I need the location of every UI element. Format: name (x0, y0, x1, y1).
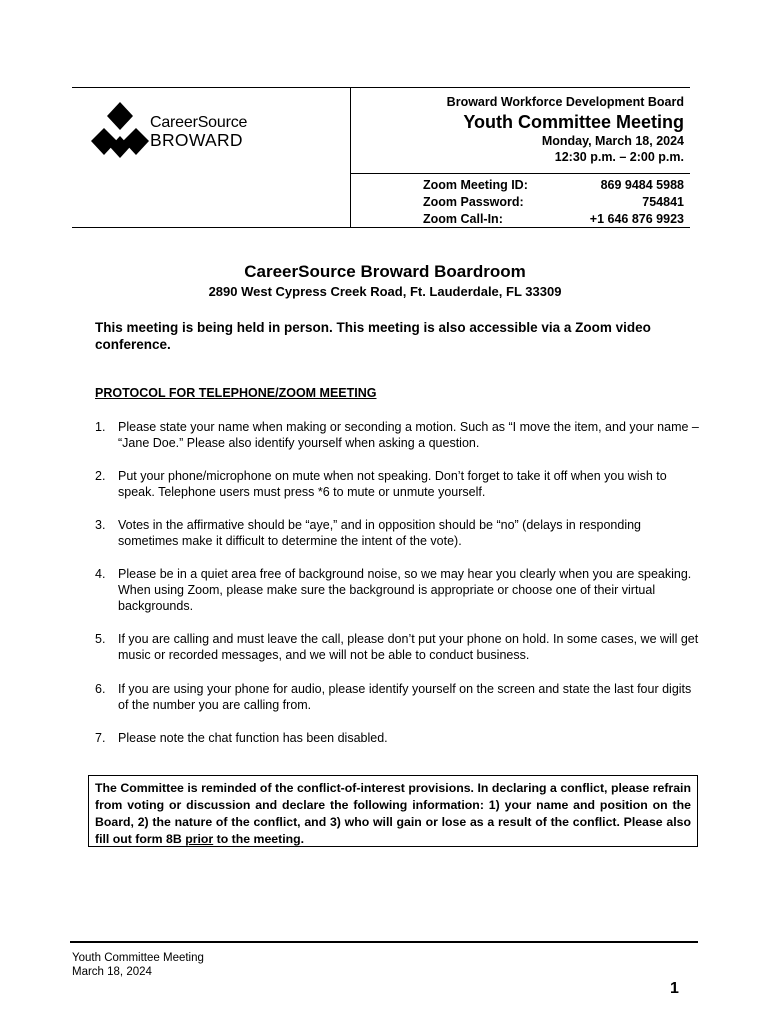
list-item-text: Please note the chat function has been disabled. (118, 731, 388, 745)
header-top-rule (72, 87, 690, 88)
zoom-password-label: Zoom Password: (423, 195, 524, 209)
list-item-text: If you are using your phone for audio, please identify yourself on the screen and state the last four digits of the number you are calling from. (118, 682, 692, 712)
logo-mark-icon (88, 100, 152, 162)
logo-text-careersource: CareerSource (150, 114, 248, 131)
board-name: Broward Workforce Development Board (446, 95, 684, 109)
page-title: Youth Committee Meeting (463, 112, 684, 132)
list-item (95, 730, 700, 746)
zoom-id-value: 869 9484 5988 (600, 178, 684, 192)
footer-rule (70, 941, 698, 943)
list-item-number: 4. (95, 567, 106, 581)
list-item (95, 468, 700, 500)
location-name: CareerSource Broward Boardroom (244, 262, 526, 281)
page-number: 1 (670, 980, 679, 997)
conflict-underlined-word: prior (185, 832, 214, 846)
footer-date: March 18, 2024 (72, 966, 152, 978)
list-item-text: Please be in a quiet area free of background noise, so we may hear you clearly when you are speaking. When using Zoom, please make sure the background is appropriate or choose one of their virtual backgrounds. (118, 567, 692, 613)
meeting-date: Monday, March 18, 2024 (541, 134, 684, 148)
careersource-logo (88, 100, 258, 162)
header-mid-rule (350, 173, 690, 174)
list-item (95, 631, 700, 663)
list-item (95, 681, 700, 713)
header-bottom-rule (72, 227, 690, 228)
list-item-text: Please state your name when making or seconding a motion. Such as “I move the item, and your name – “Jane Doe.” Please also identify yourself when asking a question. (118, 420, 699, 450)
list-item (95, 566, 700, 614)
footer-meeting-name: Youth Committee Meeting (72, 952, 204, 964)
header-divider (350, 87, 351, 227)
meeting-time: 12:30 p.m. – 2:00 p.m. (554, 150, 684, 164)
list-item-text: If you are calling and must leave the call, please don’t put your phone on hold. In some cases, we will get music or recorded messages, and we will not be able to conduct business. (118, 632, 699, 662)
list-item-number: 5. (95, 632, 106, 646)
conflict-text: The Committee is reminded of the conflict-of-interest provisions. In declaring a conflict, please refrain from voting or discussion and declare the following information: 1) your name and position on the Board, 2) the nature of the conflict, and 3) who will gain or lose as a result of the conflict. Please also fill out form 8B (95, 781, 691, 846)
zoom-id-label: Zoom Meeting ID: (423, 178, 528, 192)
conflict-notice-box (88, 775, 698, 847)
list-item-number: 7. (95, 731, 106, 745)
list-item-text: Votes in the affirmative should be “aye,” and in opposition should be “no” (delays in responding sometimes make it difficult to determine the intent of the vote). (118, 518, 642, 548)
location-address: 2890 West Cypress Creek Road, Ft. Lauderdale, FL 33309 (208, 284, 562, 299)
protocol-heading: PROTOCOL FOR TELEPHONE/ZOOM MEETING (95, 386, 377, 400)
zoom-password-value: 754841 (642, 195, 684, 209)
list-item-number: 6. (95, 682, 106, 696)
intro-text: This meeting is being held in person. This meeting is also accessible via a Zoom video conference. (95, 320, 651, 352)
list-item-number: 1. (95, 420, 106, 434)
list-item (95, 419, 700, 451)
list-item (95, 517, 700, 549)
conflict-text-end: to the meeting. (213, 832, 305, 846)
zoom-callin-label: Zoom Call-In: (423, 212, 503, 226)
list-item-text: Put your phone/microphone on mute when not speaking. Don’t forget to take it off when you wish to speak. Telephone users must press *6 to mute or unmute yourself. (118, 469, 667, 499)
list-item-number: 2. (95, 469, 106, 483)
zoom-callin-value: +1 646 876 9923 (589, 212, 684, 226)
list-item-number: 3. (95, 518, 106, 532)
logo-text-broward: BROWARD (150, 130, 243, 150)
